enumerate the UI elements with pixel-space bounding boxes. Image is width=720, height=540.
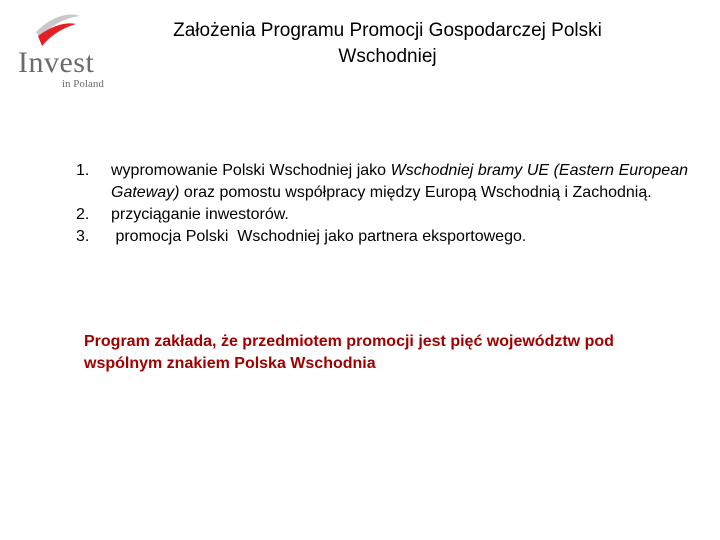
list-item-number: 3. xyxy=(76,228,90,245)
list-item-text-italic: Wschodniej bramy UE (Eastern European Gateway) xyxy=(111,162,688,201)
logo-wordmark: Invest xyxy=(18,46,95,79)
invest-in-poland-logo xyxy=(14,12,104,90)
list-item-number: 1. xyxy=(76,162,90,179)
list-item-text xyxy=(111,160,688,204)
list-item-text: przyciąganie inwestorów. xyxy=(111,206,289,223)
title-line-2: Wschodniej xyxy=(338,46,437,67)
program-note: Program zakłada, że przedmiotem promocji jest pięć województw pod wspólnym znakiem Polska Wschodnia xyxy=(84,333,614,372)
list-item-text: promocja Polski Wschodniej jako partnera eksportowego. xyxy=(111,228,527,245)
goals-list xyxy=(76,160,688,248)
list-item xyxy=(76,160,688,204)
logo-subtitle: in Poland xyxy=(62,78,104,90)
list-item xyxy=(76,204,688,226)
list-item xyxy=(76,226,688,248)
title-line-1: Założenia Programu Promocji Gospodarczej Polski xyxy=(173,20,602,41)
list-item-text-plain: wypromowanie Polski Wschodniej jako xyxy=(111,162,391,179)
page-title xyxy=(110,18,665,70)
list-item-text-rest: oraz pomostu współpracy między Europą Wschodnią i Zachodnią. xyxy=(179,184,652,201)
list-item-number: 2. xyxy=(76,206,90,223)
